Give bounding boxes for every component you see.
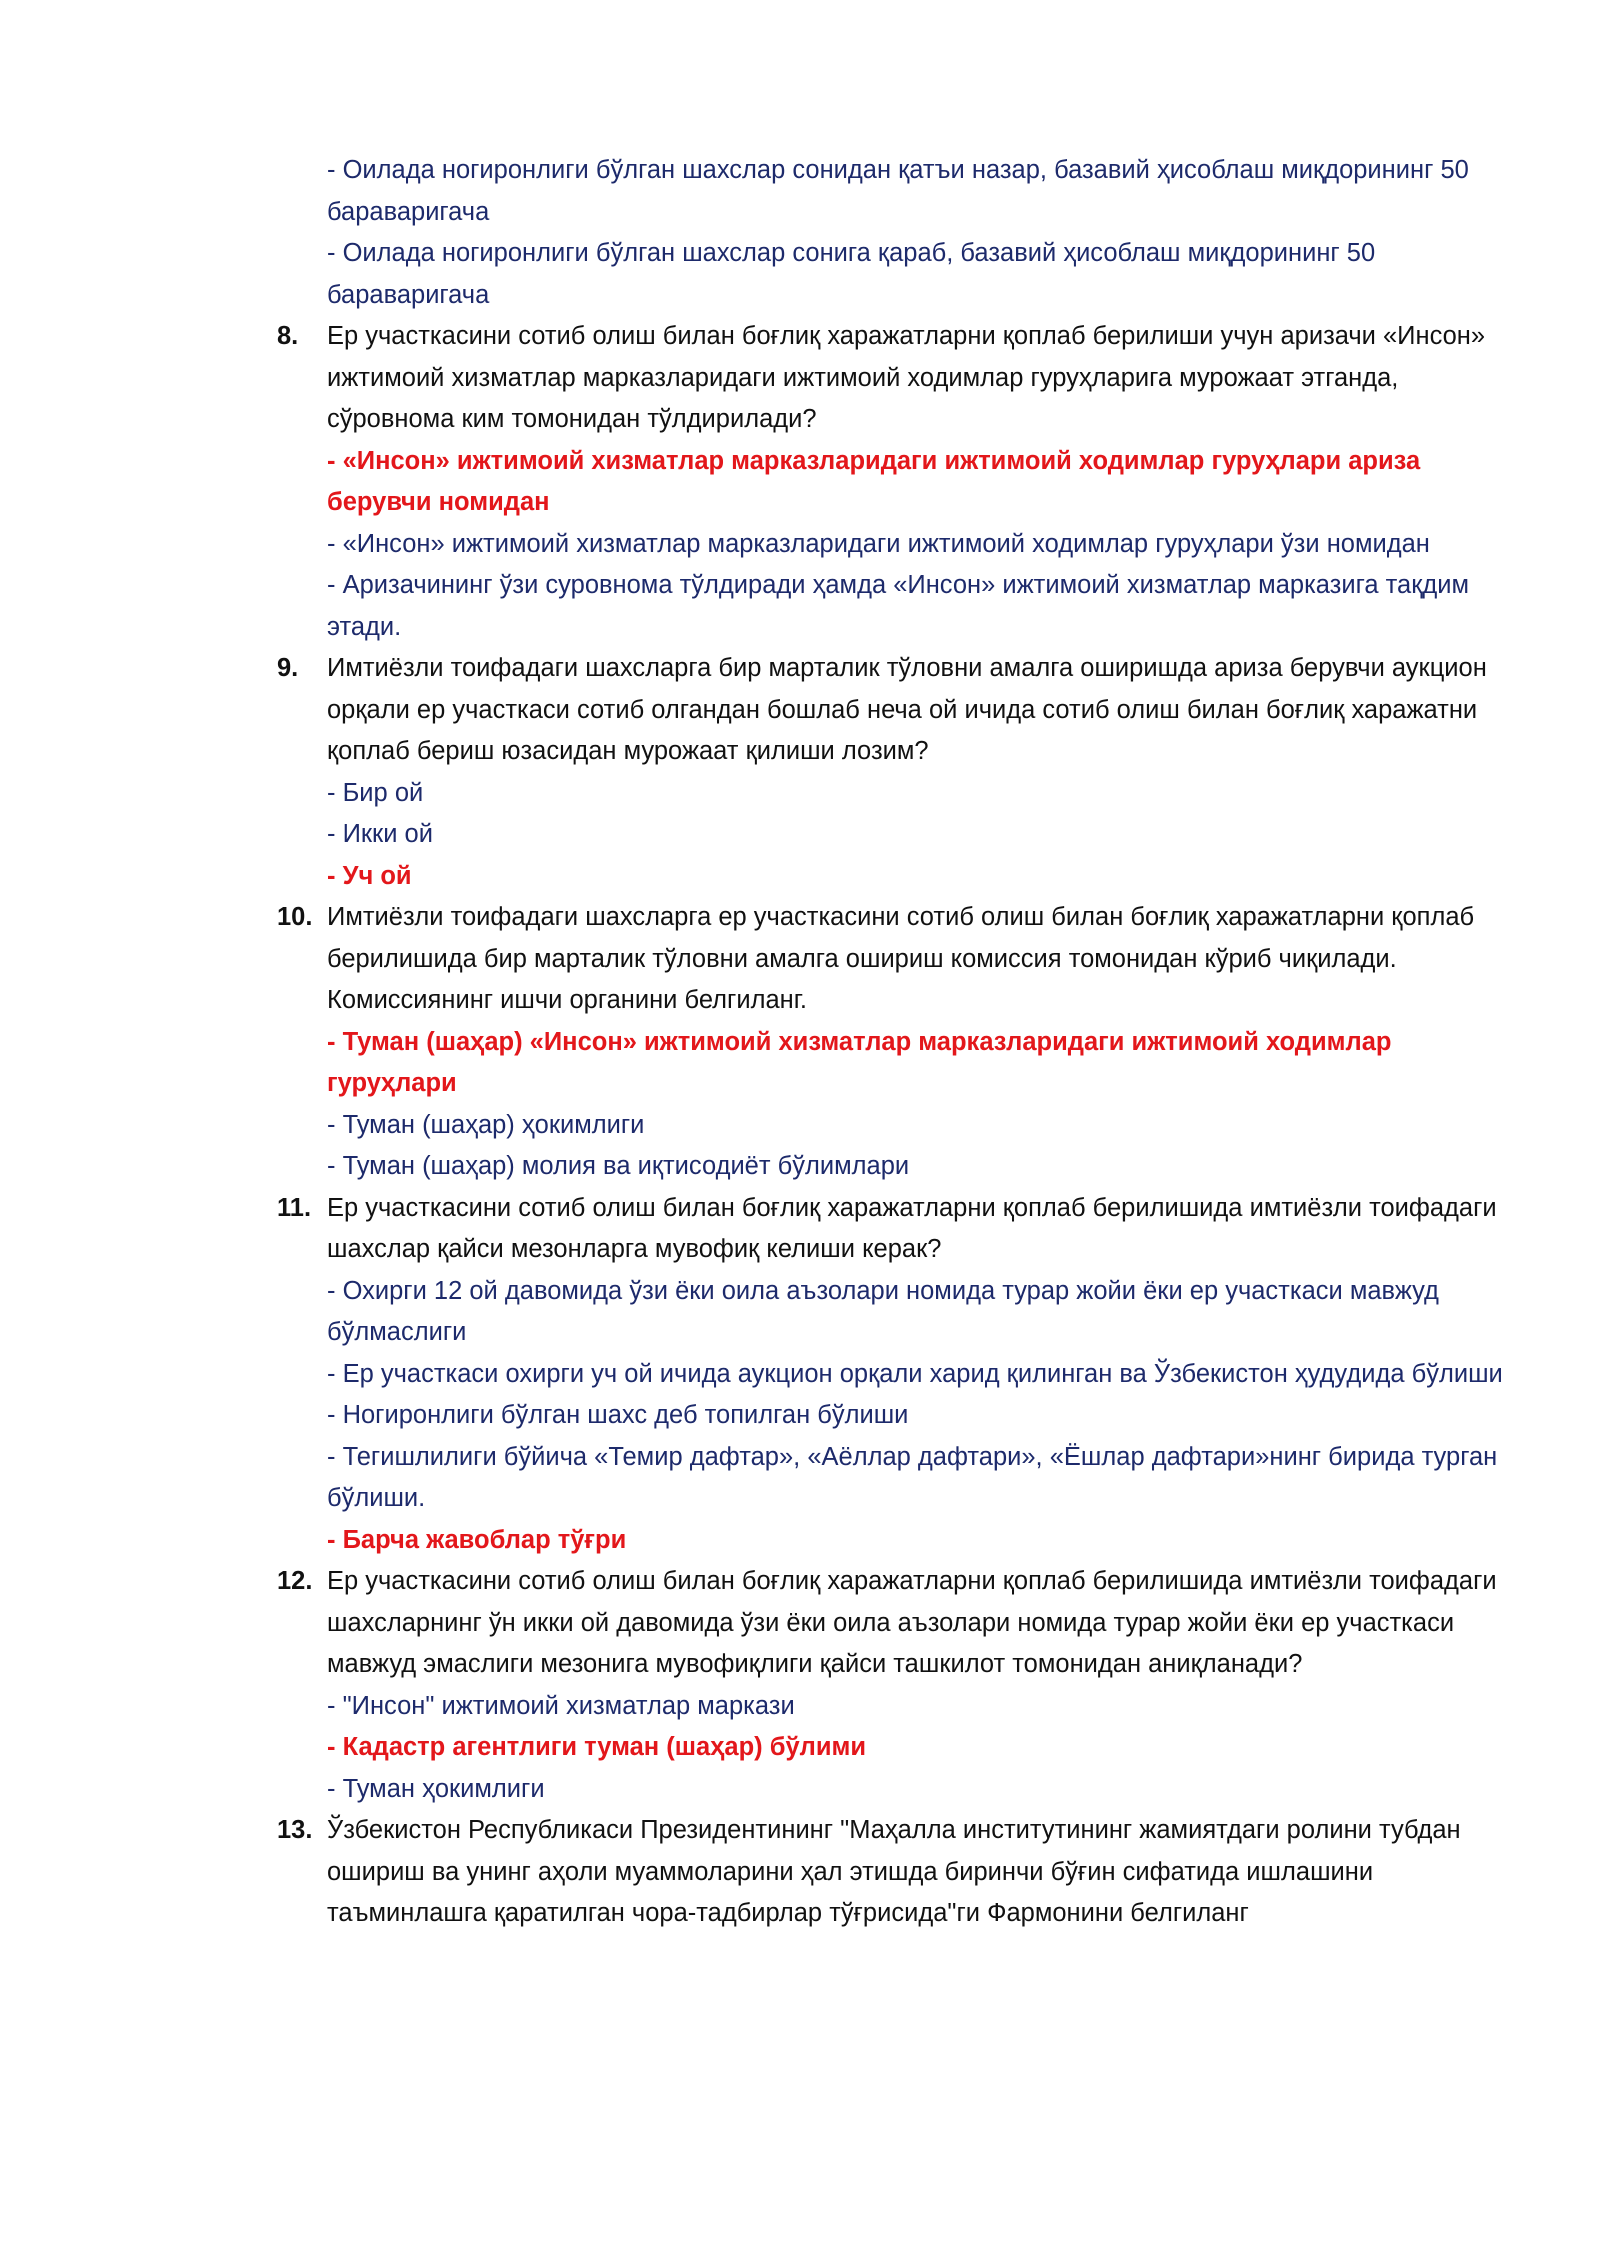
answer-option: - Оилада ногиронлиги бўлган шахслар сонидан қатъи назар, базавий ҳисоблаш миқдорининг 50 бараваригача (327, 156, 1469, 226)
answer-option: - Тегишлилиги бўйича «Темир дафтар», «Аёллар дафтари», «Ёшлар дафтари»нинг бирида турган бўлиши. (327, 1442, 1498, 1512)
question-item (0, 316, 1600, 648)
question-number: 12. (277, 1567, 313, 1595)
answer-option: - Туман (шаҳар) молия ва иқтисодиёт бўлимлари (327, 1152, 910, 1180)
answer-option: - Туман (шаҳар) ҳокимлиги (327, 1110, 645, 1139)
question-text: Ўзбекистон Республикаси Президентининг "Маҳалла институтининг жамиятдаги ролини тубдан ошириш ва унинг аҳоли муаммоларини ҳал этишда биринчи бўғин сифатида ишлашини таъминлашга қаратилган чора-тадбирлар тўғрисида"ги Фармонини белгиланг (327, 1816, 1461, 1927)
question-item (0, 1561, 1600, 1810)
question-text: Ер участкасини сотиб олиш билан боғлиқ харажатларни қоплаб берилишида имтиёзли тоифадаги шахслар қайси мезонларга мувофиқ келиши керак? (327, 1193, 1497, 1263)
answer-option: - Туман ҳокимлиги (327, 1774, 545, 1803)
answer-option: - «Инсон» ижтимоий хизматлар марказларидаги ижтимоий ходимлар гуруҳлари ўзи номидан (327, 529, 1430, 558)
question-text: Ер участкасини сотиб олиш билан боғлиқ харажатларни қоплаб берилиши учун аризачи «Инсон» ижтимоий хизматлар марказларидаги ижтимоий ходимлар гуруҳларига мурожаат этганда, сўровнома ким томонидан тўлдирилади? (327, 322, 1486, 433)
answer-option-correct: - Кадастр агентлиги туман (шаҳар) бўлими (327, 1733, 867, 1761)
answer-option: - Оилада ногиронлиги бўлган шахслар сонига қараб, базавий ҳисоблаш миқдорининг 50 бараваригача (327, 239, 1376, 309)
question-text: Имтиёзли тоифадаги шахсларга бир марталик тўловни амалга оширишда ариза берувчи аукцион орқали ер участкаси сотиб олгандан бошлаб неча ой ичида сотиб олиш билан боғлиқ харажатни қоплаб бериш юзасидан мурожаат қилиши лозим? (327, 654, 1487, 765)
question-number: 10. (277, 903, 313, 931)
answer-option: - Бир ой (327, 778, 424, 807)
question-number: 8. (277, 322, 299, 350)
answer-option: - Ер участкаси охирги уч ой ичида аукцион орқали харид қилинган ва Ўзбекистон ҳудудида бўлиши (327, 1359, 1503, 1388)
question-item (0, 648, 1600, 897)
question-item (0, 1188, 1600, 1562)
question-text: Ер участкасини сотиб олиш билан боғлиқ харажатларни қоплаб берилишида имтиёзли тоифадаги шахсларнинг ўн икки ой давомида ўзи ёки оила аъзолари номида турар жойи ёки ер участкаси мавжуд эмаслиги мезонига мувофиқлиги қайси ташкилот томонидан аниқланади? (327, 1567, 1497, 1678)
question-subtext: Комиссиянинг ишчи органини белгиланг. (327, 986, 807, 1014)
answer-option-correct: - Барча жавоблар тўғри (327, 1525, 627, 1554)
question-item (0, 897, 1600, 1188)
question-number: 13. (277, 1816, 313, 1844)
answer-option-correct: - «Инсон» ижтимоий хизматлар марказларидаги ижтимоий ходимлар гуруҳлари ариза берувчи номидан (327, 446, 1421, 516)
answer-option: - "Инсон" ижтимоий хизматлар маркази (327, 1691, 795, 1720)
answer-option-correct: - Уч ой (327, 861, 412, 890)
question-item (0, 1810, 1600, 1935)
question-number: 9. (277, 654, 299, 682)
answer-option: - Икки ой (327, 820, 433, 848)
answer-option: - Аризачининг ўзи суровнома тўлдиради ҳамда «Инсон» ижтимоий хизматлар марказига тақдим этади. (327, 571, 1470, 641)
quiz-content (0, 150, 1600, 1935)
answer-option: - Охирги 12 ой давомида ўзи ёки оила аъзолари номида турар жойи ёки ер участкаси мавжуд бўлмаслиги (327, 1276, 1439, 1346)
question-number: 11. (277, 1193, 312, 1222)
answer-option: - Ногиронлиги бўлган шахс деб топилган бўлиши (327, 1401, 909, 1429)
answer-option-correct: - Туман (шаҳар) «Инсон» ижтимоий хизматлар марказларидаги ижтимоий ходимлар гуруҳлари (327, 1027, 1392, 1097)
question-text: Имтиёзли тоифадаги шахсларга ер участкасини сотиб олиш билан боғлиқ харажатларни қоплаб берилишида бир марталик тўловни амалга ошириш комиссия томонидан кўриб чиқилади. (327, 903, 1475, 973)
